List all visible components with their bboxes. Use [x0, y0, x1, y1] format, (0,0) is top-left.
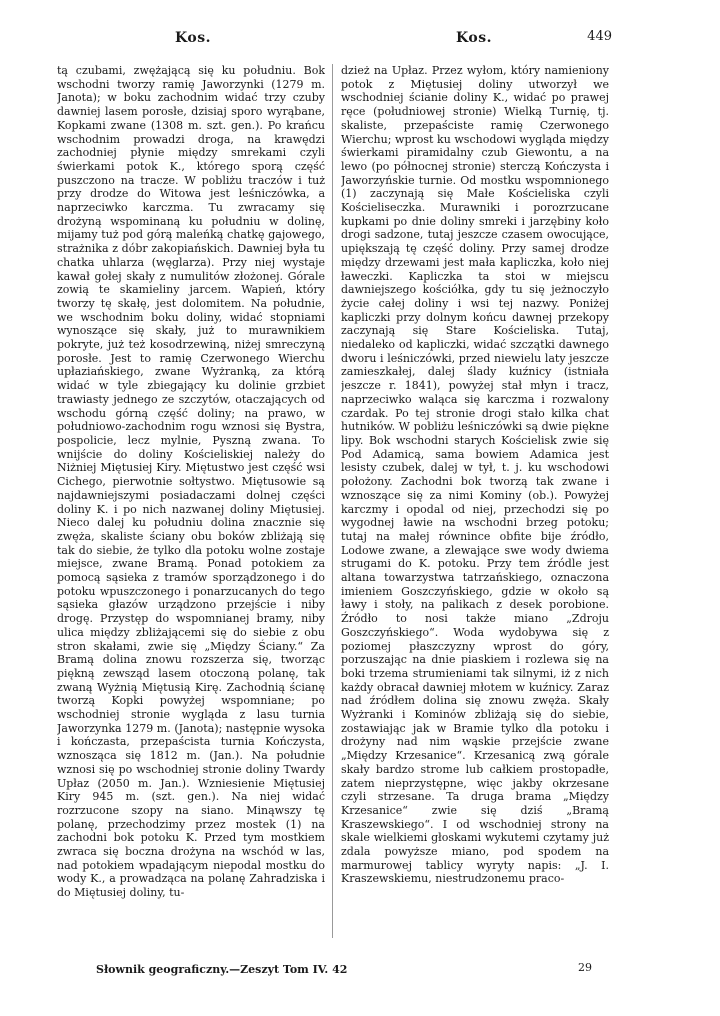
column-left-text: tą czubami, zwężającą się ku południu. Bok wschodni tworzy ramię Jaworzynki (1279 m. Janota); w boku zachodnim widać trzy czuby dawniej lasem porosłe, dzisiaj sporo wyrąbane, Kopkami zwane (1308 m. szt. gen.). Po krańcu wschodnim prowadzi droga, na krawędzi zachodniej płynie między smrekami czyli świerkami potok K., którego sporą część puszczono na tracze. W pobliżu traczów i tuż przy drodze do Witowa jest leśniczówka, a naprzeciwko karczma. Tu zwracamy się drożyną wspominaną ku południu w dolinę, mijamy tuż pod górą maleńką chatkę gajowego, strażnika z dóbr zakopiańskich. Dawniej była tu chatka uhlarza (węglarza). Przy niej wystaje kawał gołej skały z numulitów złożonej. Górale zowią te skamieliny jarcem. Wapień, który tworzy tę skałę, jest dolomitem. Na południe, we wschodnim boku doliny, widać stopniami wynoszące się skały, już to murawnikiem pokryte, już też kosodrzewiną, niżej smreczyną porosłe. Jest to ramię Czerwonego Wierchu upłaziańskiego, zwane Wyżranką, za którą widać w tyle zbiegający ku dolinie grzbiet trawiasty jednego ze szczytów, otaczających od wschodu górną część doliny; na prawo, w południowo-zachodnim rogu wznosi się Bystra, pospolicie, lecz mylnie, Pyszną zwana. To wnijście do doliny Kościeliskiej należy do Niżniej Miętusiej Kiry. Miętustwo jest część wsi Cichego, pierwotnie sołtystwo. Miętusowie są najdawniejszymi posiadaczami dolnej części doliny K. i po nich nazwanej doliny Miętusiej. Nieco dalej ku południu dolina znacznie się zwęża, skaliste ściany obu boków zbliżają się tak do siebie, że tylko dla potoku wolne zostaje miejsce, zwane Bramą. Ponad potokiem za pomocą sąsieka z tramów sporządzonego i do potoku wpuszczonego i ponarzucanych do tego sąsieka głazów urządzono przejście i niby drogę. Przystęp do wspomnianej bramy, niby ulica między zbliżającemi się do siebie z obu stron skałami, zwie się „Między Ściany.“ Za Bramą dolina znowu rozszerza się, tworząc piękną zewsząd lasem otoczoną polanę, tak zwaną Wyżnią Miętusią Kirę. Zachodnią ścianę tworzą Kopki powyżej wspomniane; po wschodniej stronie wygląda z lasu turnia Jaworzynka 1279 m. (Janota); następnie wysoka i kończasta, przepaścista turnia Kończysta, wznosząca się 1812 m. (Jan.). Na południe wznosi się po wschodniej stronie doliny Twardy Upłaz (2050 m. Jan.). Wzniesienie Miętusiej Kiry 945 m. (szt. gen.). Na niej widać rozrzucone szopy na siano. Minąwszy tę polanę, przechodzimy przez mostek (1) na zachodni bok potoku K. Przed tym mostkiem zwraca się boczna drożyna na wschód w las, nad potokiem wpadającym niepodal mostku do wody K., a prowadząca na polanę Zahradziska i do Miętusiej doliny, tu- — [57, 64, 325, 900]
text-column-right — [341, 64, 609, 942]
column-divider — [332, 64, 333, 938]
column-right-text: dzież na Upłaz. Przez wyłom, który namieniony potok z Miętusiej doliny utworzył we wschodniej ścianie doliny K., widać po prawej ręce (południowej stronie) Wielką Turnię, tj. skaliste, przepaściste ramię Czerwonego Wierchu; wprost ku wschodowi wygląda między świerkami piramidalny czub Giewontu, a na lewo (po północnej stronie) sterczą Kończysta i Jaworzyńskie turnie. Od mostku wspomnionego (1) zaczynają się Małe Kościeliska czyli Kościeliseczka. Murawniki i porozrzucane kupkami po dnie doliny smreki i jarzębiny koło drogi sadzone, tutaj jeszcze czasem owocujące, upiększają tę część doliny. Przy samej drodze między drzewami jest mała kapliczka, koło niej ławeczki. Kapliczka ta stoi w miejscu dawniejszego kościółka, gdy tu się jeżnoczyło życie całej doliny i wsi tej nazwy. Poniżej kapliczki przy dolnym końcu dawnej przekopy zaczynają się Stare Kościeliska. Tutaj, niedaleko od kapliczki, widać szczątki dawnego dworu i leśniczówki, przed niewielu laty jeszcze zamieszkałej, dalej ślady kuźnicy (istniała jeszcze r. 1841), powyżej stał młyn i tracz, naprzeciwko waląca się karczma i rozwalony czardak. Po tej stronie drogi stało kilka chat hutników. W pobliżu leśniczówki są dwie piękne lipy. Bok wschodni starych Kościelisk zwie się Pod Adamicą, sama bowiem Adamica jest lesisty czubek, dalej w tył, t. j. ku wschodowi położony. Zachodni bok tworzą tak zwane i wznoszące się za nimi Kominy (ob.). Powyżej karczmy i opodal od niej, przechodzi się po wygodnej ławie na wschodni brzeg potoku; tutaj na małej równince obfite bije źródło, Lodowe zwane, a zlewające swe wody dwiema strugami do K. potoku. Przy tem źródle jest altana towarzystwa tatrzańskiego, oznaczona imieniem Goszczyńskiego, gdzie w około są ławy i stoły, na palikach z desek porobione. Źródło to nosi także miano „Zdroju Goszczyńskiego“. Woda wydobywa się z poziomej płaszczyzny wprost do góry, porzuszając na dnie piaskiem i rozlewa się na boki trzema strumieniami tak silnymi, iż z nich każdy obracał dawniej młotem w kuźnicy. Zaraz nad źródłem dolina się znowu zwęża. Skały Wyżranki i Kominów zbliżają się do siebie, zostawiając jak w Bramie tylko dla potoku i drożyny nad nim wąskie przejście zwane „Między Krzesanice“. Krzesanicą zwą górale skały bardzo strome lub całkiem prostopadłe, zatem nieprzystępne, więc jakby okrzesane czyli strzesane. Ta druga brama „Między Krzesanice“ zwie się dziś „Bramą Kraszewskiego“. I od wschodniej strony na skale wielkiemi głoskami wykutemi czytamy już zdala powyższe miano, pod spodem na marmurowej tablicy wyryty napis: „J. I. Kraszewskiemu, niestrudzonemu praco- — [341, 64, 609, 886]
text-column-left — [57, 64, 325, 942]
footer-sheet-number: 29 — [578, 961, 592, 974]
running-head-left: Kos. — [175, 30, 211, 46]
footer-signature: Słownik geograficzny.—Zeszyt Tom IV. 42 — [96, 963, 348, 976]
running-head-right: Kos. — [456, 30, 492, 46]
page-number: 449 — [587, 29, 612, 44]
